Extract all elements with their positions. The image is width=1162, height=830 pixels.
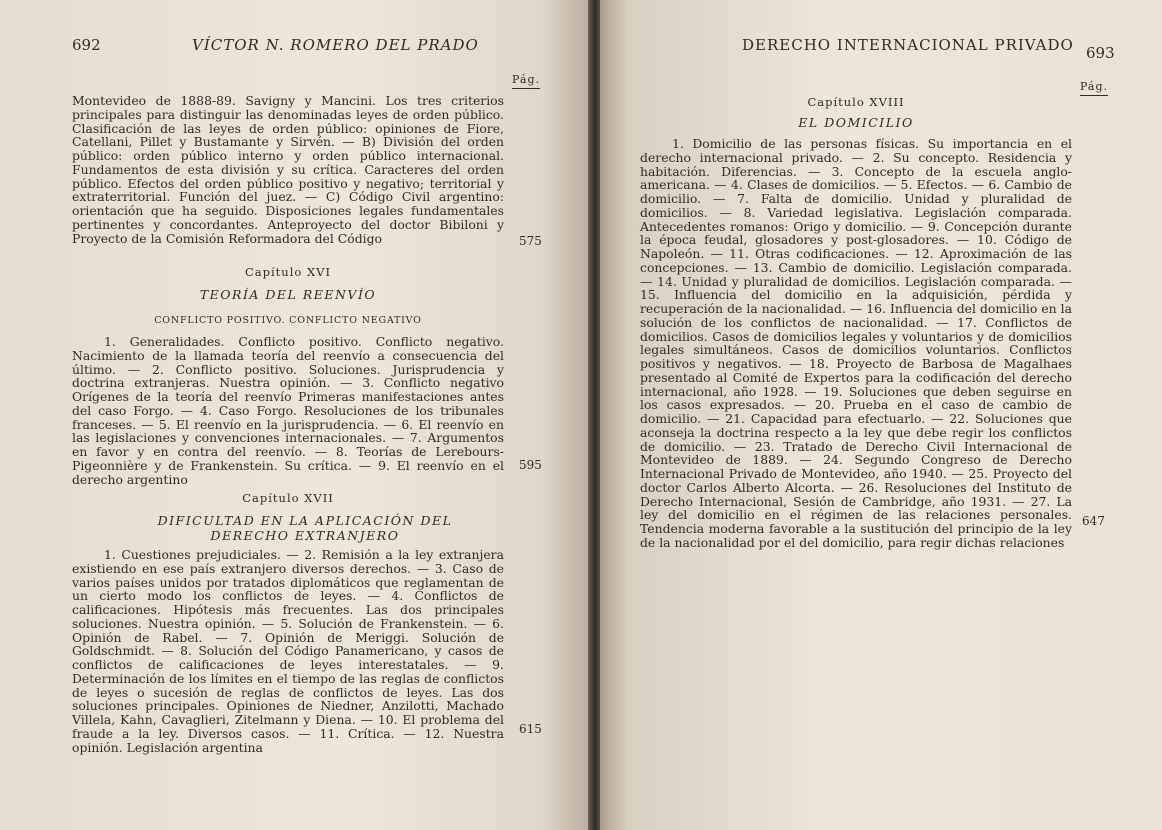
- continued-chapter-text: Montevideo de 1888-89. Savigny y Mancini. Los tres criterios principales para distinguir las denominadas leyes de orden público. Clasificación de las leyes de orden público: opiniones de Fiore, Catellani, Pillet y Bustamante y Sirvén. — B) División del orden público: orden público interno y orden público internacional. Fundamentos de esta división y su crítica. Caracteres del orden público. Efectos del orden público positivo y negativo; territorial y extraterritorial. Función del juez. — C) Código Civil argentino: orientación que ha seguido. Disposiciones legales fundamentales pertinentes y concordantes. Anteproyecto del doctor Bibiloni y Proyecto de la Comisión Reformadora del Código: [72, 93, 504, 246]
- running-head-author: VÍCTOR N. ROMERO DEL PRADO: [192, 36, 479, 54]
- chapter-label-xvii: Capítulo XVII: [242, 491, 334, 505]
- chapter-page-xvi: 595: [519, 458, 542, 472]
- chapter-page-xvii: 615: [519, 722, 542, 736]
- chapter-summary-xviii: 1. Domicilio de las personas físicas. Su importancia en el derecho internacional privado. — 2. Su concepto. Residencia y habitación. Diferencias. — 3. Concepto de la escuela anglo-americana. — 4. Clases de domicilios. — 5. Efectos. — 6. Cambio de domicilio. — 7. Falta de domicilio. Unidad y pluralidad de domicilios. — 8. Variedad legislativa. Legislación comparada. Antecedentes romanos: Origo y domicilio. — 9. Concepción durante la época feudal, glosadores y post-glosadores. — 10. Código de Napoleón. — 11. Otras codificaciones. — 12. Aproximación de las concepciones. — 13. Cambio de domicilio. Legislación comparada. — 14. Unidad y pluralidad de domicilios. Legislación comparada. — 15. Influencia del domicilio en la adquisición, pérdida y recuperación de la nacionalidad. — 16. Influencia del domicilio en la solución de los conflictos de nacionalidad. — 17. Conflictos de domicilios. Casos de domicilios legales y voluntarios y de domicilios legales simultáneos. Casos de domicilios voluntarios. Conflictos positivos y negativos. — 18. Proyecto de Barbosa de Magalhaes presentado al Comité de Expertos para la codificación del derecho internacional, año 1928. — 19. Soluciones que deben seguirse en los casos expresados. — 20. Prueba en el caso de cambio de domicilio. — 21. Capacidad para efectuarlo. — 22. Soluciones que aconseja la doctrina respecto a la ley que debe regir los conflictos de domicilio. — 23. Tratado de Derecho Civil Internacional de Montevideo de 1889. — 24. Segundo Congreso de Derecho Internacional Privado de Montevideo, año 1940. — 25. Proyecto del doctor Carlos Alberto Alcorta. — 26. Resoluciones del Instituto de Derecho Internacional, Sesión de Cambridge, año 1931. — 27. La ley del domicilio en el régimen de las relaciones personales. Tendencia moderna favorable a la sustitución del principio de la ley de la nacionalidad por el del domicilio, para regir dichas relaciones: [640, 136, 1072, 550]
- chapter-subtitle-xvi: CONFLICTO POSITIVO. CONFLICTO NEGATIVO: [154, 315, 422, 326]
- right-page: [600, 0, 1162, 830]
- chapter-title-xvi: TEORÍA DEL REENVÍO: [199, 287, 377, 302]
- pag-label-left: Pág.: [512, 73, 540, 89]
- chapter-title-xvii: DIFICULTAD EN LA APLICACIÓN DEL DERECHO EXTRANJERO: [157, 513, 453, 543]
- chapter-label-xvi: Capítulo XVI: [244, 265, 331, 279]
- continued-chapter-page: 575: [519, 234, 542, 248]
- running-head-title: DERECHO INTERNACIONAL PRIVADO: [742, 36, 1074, 54]
- chapter-summary-xvi: 1. Generalidades. Conflicto positivo. Conflicto negativo. Nacimiento de la llamada teoría del reenvío a consecuencia del último. — 2. Conflicto positivo. Soluciones. Jurisprudencia y doctrina extranjeras. Nuestra opinión. — 3. Conflicto negativo Orígenes de la teoría del reenvío Primeras manifestaciones antes del caso Forgo. — 4. Caso Forgo. Resoluciones de los tribunales franceses. — 5. El reenvío en la jurisprudencia. — 6. El reenvío en las legislaciones y convenciones internacionales. — 7. Argumentos en favor y en contra del reenvío. — 8. Teorías de Lerebours-Pigeonnière y de Frankenstein. Su crítica. — 9. El reenvío en el derecho argentino: [72, 334, 504, 487]
- chapter-label-xviii: Capítulo XVIII: [807, 95, 905, 109]
- chapter-title-xviii: EL DOMICILIO: [798, 115, 914, 130]
- page-number-left: 692: [72, 36, 101, 54]
- page-number-right: 693: [1086, 44, 1115, 62]
- chapter-page-xviii: 647: [1082, 514, 1105, 528]
- chapter-summary-xvii: 1. Cuestiones prejudiciales. — 2. Remisión a la ley extranjera existiendo en ese país extranjero diversos derechos. — 3. Caso de varios países unidos por tratados diplomáticos que reglamentan de un cierto modo los conflictos de leyes. — 4. Conflictos de calificaciones. Hipótesis más frecuentes. Las dos principales soluciones. Nuestra opinión. — 5. Solución de Frankenstein. — 6. Opinión de Rabel. — 7. Opinión de Meriggi. Solución de Goldschmidt. — 8. Solución del Código Panamericano, y casos de conflictos de calificaciones de leyes interestatales. — 9. Determinación de los límites en el tiempo de las reglas de conflictos de leyes o sucesión de reglas de conflictos de leyes. Las dos soluciones principales. Opiniones de Niedner, Anzilotti, Machado Villela, Kahn, Cavaglieri, Zitelmann y Diena. — 10. El problema del fraude a la ley. Diversos casos. — 11. Crítica. — 12. Nuestra opinión. Legislación argentina: [72, 547, 504, 755]
- pag-label-right: Pág.: [1080, 80, 1108, 96]
